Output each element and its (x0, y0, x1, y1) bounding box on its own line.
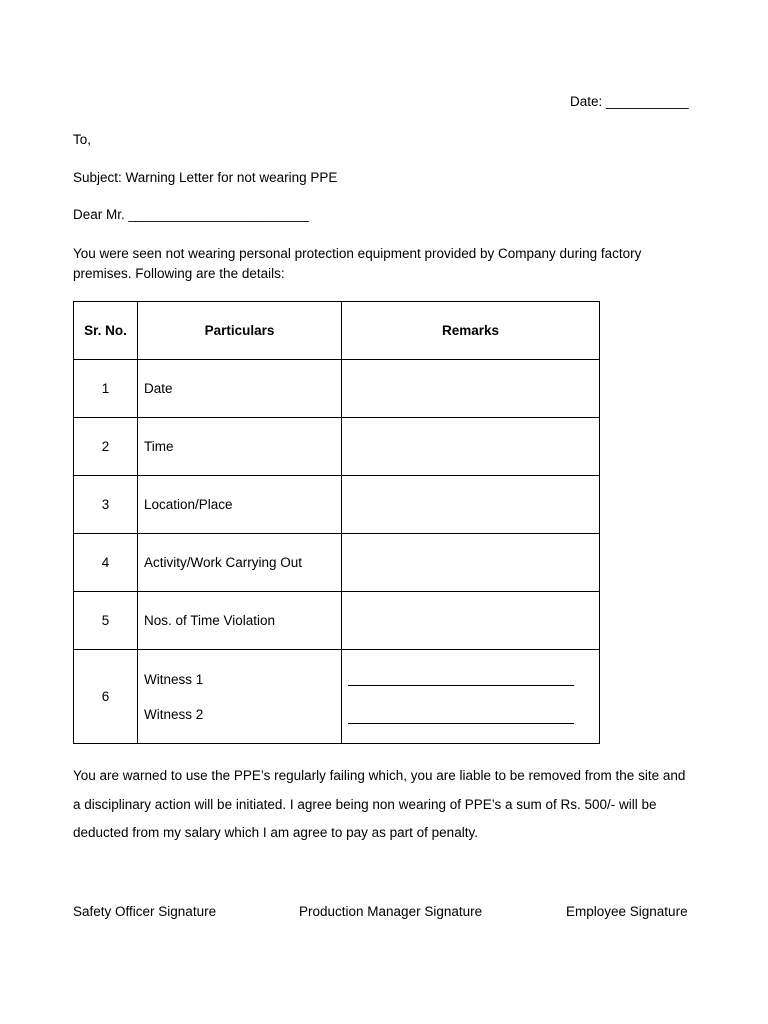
table-row (74, 592, 600, 650)
witness-1-label: Witness 1 (144, 671, 204, 687)
table-row (74, 360, 600, 418)
row-particular: Nos. of Time Violation (138, 592, 342, 650)
witness-1-signature-line[interactable] (348, 670, 574, 686)
salutation: Dear Mr. ________________________ (73, 207, 309, 222)
witness-2-signature-line[interactable] (348, 708, 574, 724)
row-number: 2 (74, 418, 138, 476)
row-remark[interactable] (342, 476, 600, 534)
table-header-row (74, 302, 600, 360)
table-row-witnesses (74, 650, 600, 744)
row-number: 3 (74, 476, 138, 534)
row-particular: Activity/Work Carrying Out (138, 534, 342, 592)
subject-line: Subject: Warning Letter for not wearing PPE (73, 170, 338, 185)
violation-details-table (73, 301, 600, 744)
table-row (74, 476, 600, 534)
row-remark[interactable] (342, 418, 600, 476)
employee-signature-label: Employee Signature (566, 904, 688, 919)
header-remarks: Remarks (342, 302, 600, 360)
row-number: 4 (74, 534, 138, 592)
table-row (74, 418, 600, 476)
header-sr-no: Sr. No. (74, 302, 138, 360)
production-manager-signature-label: Production Manager Signature (299, 904, 483, 919)
recipient-label: To, (73, 132, 92, 147)
row-remark[interactable] (342, 360, 600, 418)
witness-signature-cell (342, 650, 600, 744)
warning-paragraph: You are warned to use the PPE’s regularly failing which, you are liable to be removed from the site and a disciplinary action will be initiated. I agree being non wearing of PPE’s a sum of Rs. 500/- will be deducted from my salary which I am agree to pay as part of penalty. (73, 768, 686, 840)
row-particular: Date (138, 360, 342, 418)
header-particulars: Particulars (138, 302, 342, 360)
safety-officer-signature-label: Safety Officer Signature (73, 904, 217, 919)
row-remark[interactable] (342, 534, 600, 592)
row-particular: Time (138, 418, 342, 476)
witness-2-label: Witness 2 (144, 706, 204, 722)
date-field-label: Date: ___________ (570, 94, 689, 109)
row-particular-witnesses (138, 650, 342, 744)
intro-paragraph: You were seen not wearing personal protection equipment provided by Company during factory premises. Following are the details: (73, 246, 642, 281)
row-number: 6 (74, 650, 138, 744)
row-number: 1 (74, 360, 138, 418)
table-row (74, 534, 600, 592)
row-number: 5 (74, 592, 138, 650)
row-particular: Location/Place (138, 476, 342, 534)
row-remark[interactable] (342, 592, 600, 650)
